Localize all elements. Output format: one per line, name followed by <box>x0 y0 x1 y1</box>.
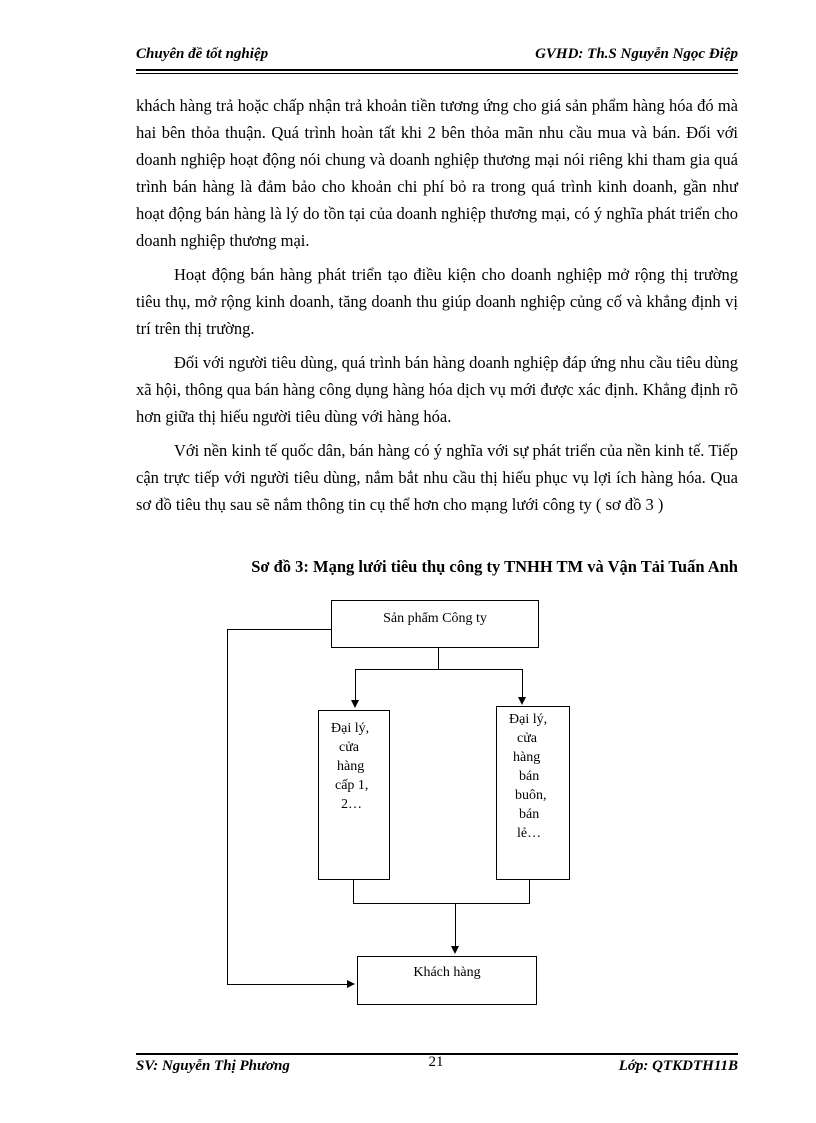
connector-line <box>227 984 348 985</box>
paragraph-4: Với nền kinh tế quốc dân, bán hàng có ý nghĩa với sự phát triển của nền kinh tế. Tiếp cận trực tiếp với người tiêu dùng, nắm bắt nhu cầu thị hiếu phục vụ lợi ích hàng hóa. Qua sơ đồ tiêu thụ sau sẽ nắm thông tin cụ thể hơn cho mạng lưới công ty ( sơ đồ 3 ) <box>136 441 738 514</box>
arrow-down-icon <box>351 700 359 708</box>
company-products-box: Sản phẩm Công ty <box>331 600 539 648</box>
body-text <box>136 92 738 525</box>
diagram-title: Sơ đồ 3: Mạng lưới tiêu thụ công ty TNHH TM và Vận Tải Tuấn Anh <box>251 557 738 576</box>
arrow-down-icon <box>451 946 459 954</box>
header-supervisor: GVHD: Th.S Nguyễn Ngọc Điệp <box>535 46 738 62</box>
paragraph-3: Đối với người tiêu dùng, quá trình bán hàng doanh nghiệp đáp ứng nhu cầu tiêu dùng xã hội, thông qua bán hàng công dụng hàng hóa dịch vụ mới được xác định. Khẳng định rõ hơn giữa thị hiếu người tiêu dùng với hàng hóa. <box>136 353 738 426</box>
wholesale-retail-agent-box: Đại lý, cửa hàng bán buôn, bán lẻ… <box>496 706 570 880</box>
connector-line <box>355 669 523 670</box>
footer-student-name: SV: Nguyễn Thị Phương <box>136 1058 290 1074</box>
connector-line <box>227 629 228 985</box>
connector-line <box>227 629 331 630</box>
header-rule-thin <box>136 73 738 74</box>
page-number: 21 <box>428 1054 444 1070</box>
connector-line <box>353 903 530 904</box>
tier1-agent-box: Đại lý, cửa hàng cấp 1, 2… <box>318 710 390 880</box>
paragraph-2: Hoạt động bán hàng phát triển tạo điều kiện cho doanh nghiệp mở rộng thị trường tiêu thụ, mở rộng kinh doanh, tăng doanh thu giúp doanh nghiệp củng cố và khẳng định vị trí trên thị trường. <box>136 265 738 338</box>
customer-box: Khách hàng <box>357 956 537 1005</box>
connector-line <box>355 669 356 701</box>
connector-line <box>529 879 530 904</box>
paragraph-1: khách hàng trả hoặc chấp nhận trả khoản tiền tương ứng cho giá sản phẩm hàng hóa đó mà hai bên thỏa thuận. Quá trình hoàn tất khi 2 bên thỏa mãn nhu cầu mua và bán. Đối với doanh nghiệp hoạt động nói chung và doanh nghiệp thương mại nói riêng khi tham gia quá trình bán hàng là đảm bảo cho khoản chi phí bỏ ra trong quá trình kinh doanh, gần như hoạt động bán hàng là lý do tồn tại của doanh nghiệp thương mại, có ý nghĩa phát triển cho doanh nghiệp thương mại. <box>136 96 738 250</box>
header-rule <box>136 69 738 71</box>
page-header <box>136 46 738 68</box>
connector-line <box>353 879 354 904</box>
connector-line <box>522 669 523 699</box>
connector-line <box>455 903 456 947</box>
footer-class-code: Lớp: QTKDTH11B <box>618 1058 738 1074</box>
header-document-type: Chuyên đề tốt nghiệp <box>136 46 269 62</box>
connector-line <box>438 647 439 670</box>
arrow-right-icon <box>347 980 355 988</box>
arrow-down-icon <box>518 697 526 705</box>
